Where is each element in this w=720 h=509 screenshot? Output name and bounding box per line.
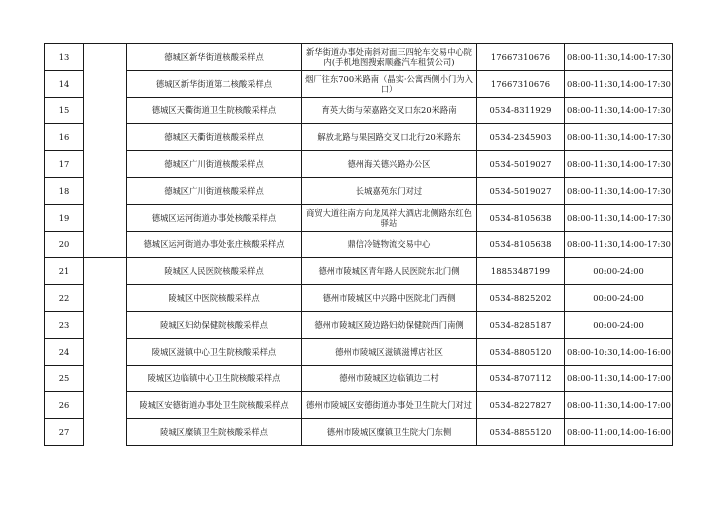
row-number: 14 bbox=[45, 70, 84, 97]
site-phone: 17667310676 bbox=[477, 44, 565, 71]
site-phone: 0534-5019027 bbox=[477, 177, 565, 204]
row-number: 23 bbox=[45, 311, 84, 338]
site-address: 育英大街与荣嘉路交叉口东20米路南 bbox=[302, 97, 477, 124]
row-number: 25 bbox=[45, 365, 84, 392]
site-hours: 08:00-11:30,14:00-17:30 bbox=[565, 44, 673, 71]
site-address: 德州海关德兴路办公区 bbox=[302, 151, 477, 178]
site-name: 德城区新华街道第二核酸采样点 bbox=[127, 70, 302, 97]
table-row bbox=[45, 177, 673, 204]
table-row bbox=[45, 285, 673, 312]
site-hours: 08:00-10:30,14:00-16:00 bbox=[565, 338, 673, 365]
site-name: 德城区运河街道办事处张庄核酸采样点 bbox=[127, 231, 302, 258]
site-address: 德州市陵城区陵边路妇幼保健院西门南侧 bbox=[302, 311, 477, 338]
site-hours: 08:00-11:30,14:00-17:30 bbox=[565, 97, 673, 124]
site-name: 陵城区中医院核酸采样点 bbox=[127, 285, 302, 312]
site-address: 商贸大道往南方向龙凤祥大酒店北侧路东红色驿站 bbox=[302, 204, 477, 231]
testing-sites-table bbox=[44, 43, 673, 446]
site-hours: 08:00-11:30,14:00-17:00 bbox=[565, 392, 673, 419]
site-hours: 08:00-11:30,14:00-17:00 bbox=[565, 365, 673, 392]
row-number: 24 bbox=[45, 338, 84, 365]
site-address: 德州市陵城区糜镇卫生院大门东侧 bbox=[302, 419, 477, 446]
site-name: 德城区天衢街道卫生院核酸采样点 bbox=[127, 97, 302, 124]
row-number: 18 bbox=[45, 177, 84, 204]
site-phone: 0534-8805120 bbox=[477, 338, 565, 365]
site-hours: 08:00-11:30,14:00-17:30 bbox=[565, 151, 673, 178]
table-row bbox=[45, 311, 673, 338]
site-hours: 00:00-24:00 bbox=[565, 311, 673, 338]
site-hours: 08:00-11:30,14:00-17:30 bbox=[565, 177, 673, 204]
row-number: 22 bbox=[45, 285, 84, 312]
district-cell-decheng bbox=[84, 44, 127, 258]
site-name: 陵城区糜镇卫生院核酸采样点 bbox=[127, 419, 302, 446]
site-hours: 08:00-11:30,14:00-17:30 bbox=[565, 70, 673, 97]
table-row bbox=[45, 258, 673, 285]
site-name: 陵城区滋镇中心卫生院核酸采样点 bbox=[127, 338, 302, 365]
site-phone: 0534-8825202 bbox=[477, 285, 565, 312]
site-address: 德州市陵城区安德街道办事处卫生院大门对过 bbox=[302, 392, 477, 419]
site-name: 德城区新华街道核酸采样点 bbox=[127, 44, 302, 71]
row-number: 15 bbox=[45, 97, 84, 124]
table-row bbox=[45, 44, 673, 71]
row-number: 20 bbox=[45, 231, 84, 258]
site-name: 陵城区安德街道办事处卫生院核酸采样点 bbox=[127, 392, 302, 419]
table-row bbox=[45, 124, 673, 151]
site-address: 长城嘉苑东门对过 bbox=[302, 177, 477, 204]
site-phone: 0534-8285187 bbox=[477, 311, 565, 338]
site-hours: 08:00-11:00,14:00-16:00 bbox=[565, 419, 673, 446]
site-address: 解放北路与果园路交叉口北行20米路东 bbox=[302, 124, 477, 151]
site-name: 德城区运河街道办事处核酸采样点 bbox=[127, 204, 302, 231]
row-number: 27 bbox=[45, 419, 84, 446]
site-address: 德州市陵城区滋镇滋博店社区 bbox=[302, 338, 477, 365]
site-hours: 08:00-11:30,14:00-17:30 bbox=[565, 204, 673, 231]
table-row bbox=[45, 70, 673, 97]
site-phone: 0534-2345903 bbox=[477, 124, 565, 151]
site-phone: 18853487199 bbox=[477, 258, 565, 285]
row-number: 16 bbox=[45, 124, 84, 151]
site-hours: 08:00-11:30,14:00-17:30 bbox=[565, 231, 673, 258]
site-phone: 0534-8227827 bbox=[477, 392, 565, 419]
site-hours: 00:00-24:00 bbox=[565, 285, 673, 312]
row-number: 17 bbox=[45, 151, 84, 178]
site-name: 陵城区妇幼保健院核酸采样点 bbox=[127, 311, 302, 338]
site-hours: 00:00-24:00 bbox=[565, 258, 673, 285]
row-number: 19 bbox=[45, 204, 84, 231]
row-number: 21 bbox=[45, 258, 84, 285]
table-row bbox=[45, 338, 673, 365]
row-number: 26 bbox=[45, 392, 84, 419]
site-hours: 08:00-11:30,14:00-17:30 bbox=[565, 124, 673, 151]
site-address: 烟厂往东700米路南（晶实·公寓西侧小门为入口） bbox=[302, 70, 477, 97]
table-row bbox=[45, 419, 673, 446]
table-row bbox=[45, 231, 673, 258]
site-name: 德城区天衢街道核酸采样点 bbox=[127, 124, 302, 151]
table-row bbox=[45, 365, 673, 392]
site-phone: 0534-8105638 bbox=[477, 204, 565, 231]
site-phone: 0534-8707112 bbox=[477, 365, 565, 392]
district-cell-lingcheng bbox=[84, 258, 127, 446]
site-phone: 0534-5019027 bbox=[477, 151, 565, 178]
site-address: 新华街道办事处南斜对面三四轮车交易中心院内(手机地图搜索顺鑫汽车租赁公司) bbox=[302, 44, 477, 71]
site-phone: 0534-8105638 bbox=[477, 231, 565, 258]
site-phone: 0534-8855120 bbox=[477, 419, 565, 446]
site-address: 德州市陵城区中兴路中医院北门西侧 bbox=[302, 285, 477, 312]
row-number: 13 bbox=[45, 44, 84, 71]
table-row bbox=[45, 97, 673, 124]
table-row bbox=[45, 151, 673, 178]
site-address: 德州市陵城区边临镇边二村 bbox=[302, 365, 477, 392]
site-name: 德城区广川街道核酸采样点 bbox=[127, 177, 302, 204]
site-name: 陵城区人民医院核酸采样点 bbox=[127, 258, 302, 285]
table-row bbox=[45, 204, 673, 231]
site-name: 德城区广川街道核酸采样点 bbox=[127, 151, 302, 178]
site-name: 陵城区边临镇中心卫生院核酸采样点 bbox=[127, 365, 302, 392]
site-phone: 0534-8311929 bbox=[477, 97, 565, 124]
table-row bbox=[45, 392, 673, 419]
site-phone: 17667310676 bbox=[477, 70, 565, 97]
site-address: 鼎信冷链物流交易中心 bbox=[302, 231, 477, 258]
site-address: 德州市陵城区青年路人民医院东北门侧 bbox=[302, 258, 477, 285]
